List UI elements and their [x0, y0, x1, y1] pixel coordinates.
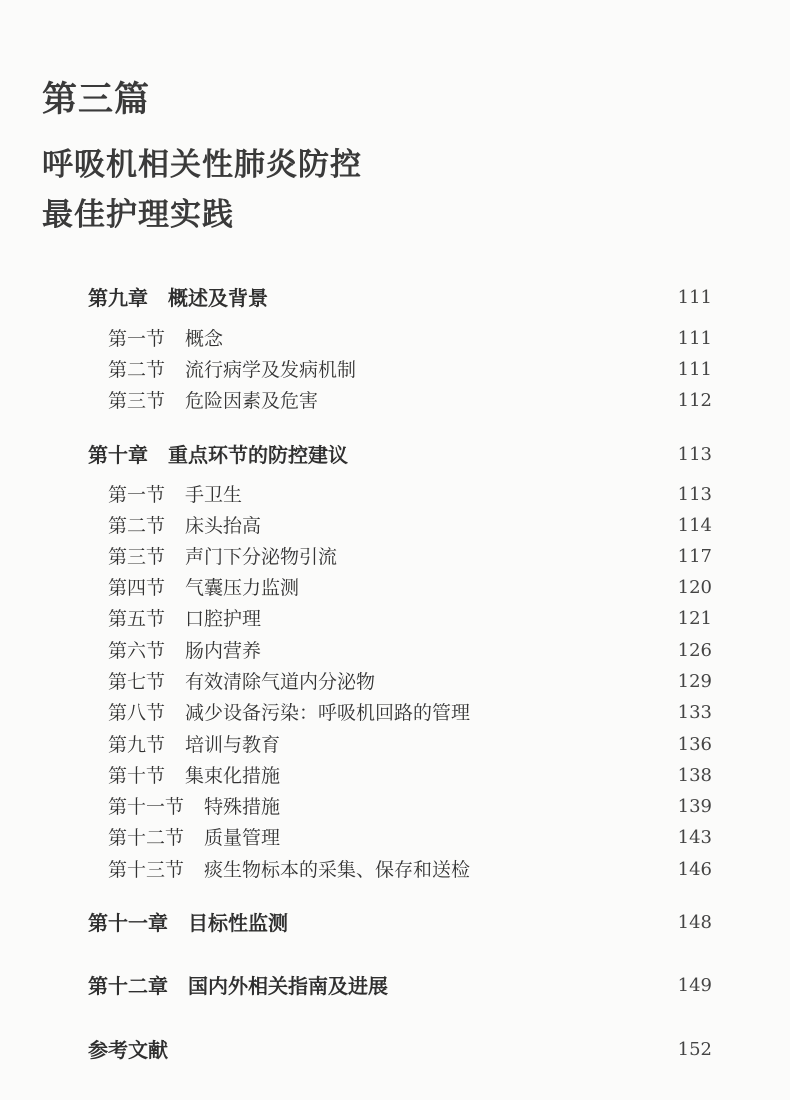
toc-section-row[interactable]	[0, 542, 790, 572]
toc-entry-label	[108, 761, 280, 791]
toc-entry-label	[88, 971, 388, 1001]
toc-entry-title: 床头抬高	[185, 515, 262, 537]
toc-section-row[interactable]	[0, 698, 790, 728]
toc-entry-label	[108, 324, 223, 354]
toc-chapter-row[interactable]	[0, 971, 790, 1001]
toc-entry-title: 重点环节的防控建议	[168, 443, 348, 467]
toc-entry-title: 有效清除气道内分泌物	[185, 671, 376, 693]
toc-page-number: 126	[677, 640, 712, 661]
toc-entry-number: 第一节	[108, 484, 166, 506]
toc-entry-number: 第一节	[108, 328, 166, 350]
toc-entry-title: 国内外相关指南及进展	[188, 974, 388, 998]
toc-section-row[interactable]	[0, 792, 790, 822]
toc-entry-number: 第七节	[108, 671, 166, 693]
toc-entry-title: 声门下分泌物引流	[185, 546, 338, 568]
toc-page-number: 120	[677, 577, 712, 598]
toc-section-row[interactable]	[0, 480, 790, 510]
toc-chapter-row[interactable]	[0, 1035, 790, 1065]
toc-section-row[interactable]	[0, 324, 790, 354]
toc-page-number: 117	[677, 546, 712, 567]
toc-entry-title: 危险因素及危害	[185, 390, 319, 412]
toc-chapter-row[interactable]	[0, 908, 790, 938]
toc-entry-title: 特殊措施	[204, 796, 281, 818]
toc-entry-number: 第二节	[108, 359, 166, 381]
toc-entry-number: 第十二节	[108, 827, 185, 849]
toc-entry-title: 目标性监测	[188, 911, 288, 935]
toc-page-number: 111	[677, 328, 712, 349]
toc-entry-number: 第十二章	[88, 974, 168, 998]
toc-entry-title: 质量管理	[204, 827, 281, 849]
part-label: 第三篇	[42, 80, 151, 120]
toc-entry-title: 流行病学及发病机制	[185, 359, 357, 381]
toc-page-number: 139	[677, 796, 712, 817]
toc-entry-label	[108, 730, 280, 760]
toc-entry-label	[108, 636, 261, 666]
toc-entry-number: 第三节	[108, 546, 166, 568]
toc-page-number: 148	[677, 912, 712, 933]
toc-entry-number: 第九节	[108, 734, 166, 756]
toc-entry-number: 第五节	[108, 608, 166, 630]
toc-entry-number: 第六节	[108, 640, 166, 662]
toc-page-number: 113	[677, 484, 712, 505]
toc-page-number: 136	[677, 734, 712, 755]
toc-page-number: 121	[677, 608, 712, 629]
toc-entry-label	[108, 823, 280, 853]
toc-entry-number: 第十节	[108, 765, 166, 787]
part-title-line-2: 最佳护理实践	[42, 197, 234, 233]
part-title-line-1: 呼吸机相关性肺炎防控	[42, 147, 362, 183]
toc-page-number: 143	[677, 827, 712, 848]
toc-entry-title: 集束化措施	[185, 765, 281, 787]
toc-entry-label	[88, 1035, 168, 1065]
toc-entry-label	[108, 386, 318, 416]
toc-section-row[interactable]	[0, 386, 790, 416]
toc-section-row[interactable]	[0, 823, 790, 853]
toc-page-number: 114	[677, 515, 712, 536]
toc-entry-label	[108, 698, 470, 728]
toc-entry-label	[88, 440, 348, 470]
toc-page-number: 149	[677, 975, 712, 996]
toc-chapter-row[interactable]	[0, 440, 790, 470]
toc-entry-label	[108, 511, 261, 541]
toc-page-number: 133	[677, 702, 712, 723]
toc-page-number: 138	[677, 765, 712, 786]
toc-page-number: 111	[677, 287, 712, 308]
toc-entry-title: 减少设备污染：呼吸机回路的管理	[185, 702, 471, 724]
toc-chapter-row[interactable]	[0, 283, 790, 313]
toc-entry-label	[108, 855, 470, 885]
toc-page-number: 111	[677, 359, 712, 380]
toc-entry-title: 培训与教育	[185, 734, 281, 756]
toc-entry-title: 气囊压力监测	[185, 577, 300, 599]
toc-entry-label	[108, 573, 299, 603]
toc-entry-number: 第九章	[88, 286, 148, 310]
toc-section-row[interactable]	[0, 636, 790, 666]
toc-section-row[interactable]	[0, 761, 790, 791]
toc-section-row[interactable]	[0, 604, 790, 634]
toc-page-number: 112	[677, 390, 712, 411]
toc-entry-label	[108, 604, 261, 634]
toc-entry-number: 第八节	[108, 702, 166, 724]
toc-entry-label	[108, 480, 242, 510]
toc-page-number: 146	[677, 859, 712, 880]
toc-entry-number: 第二节	[108, 515, 166, 537]
toc-page-number: 152	[677, 1039, 712, 1060]
toc-section-row[interactable]	[0, 355, 790, 385]
toc-entry-label	[108, 355, 356, 385]
toc-entry-label	[108, 792, 280, 822]
toc-section-row[interactable]	[0, 511, 790, 541]
toc-entry-title: 概念	[185, 328, 224, 350]
toc-entry-number: 第四节	[108, 577, 166, 599]
toc-section-row[interactable]	[0, 855, 790, 885]
toc-entry-label	[88, 283, 268, 313]
toc-entry-title: 概述及背景	[168, 286, 268, 310]
toc-entry-title: 口腔护理	[185, 608, 262, 630]
toc-entry-number: 第十章	[88, 443, 148, 467]
toc-section-row[interactable]	[0, 573, 790, 603]
toc-entry-number: 第十三节	[108, 859, 185, 881]
toc-entry-label	[108, 667, 375, 697]
toc-entry-title: 痰生物标本的采集、保存和送检	[204, 859, 471, 881]
toc-entry-label	[108, 542, 337, 572]
toc-entry-number: 第三节	[108, 390, 166, 412]
toc-entry-title: 参考文献	[88, 1038, 168, 1062]
toc-entry-title: 肠内营养	[185, 640, 262, 662]
toc-entry-label	[88, 908, 288, 938]
toc-entry-number: 第十一节	[108, 796, 185, 818]
toc-section-row[interactable]	[0, 730, 790, 760]
toc-section-row[interactable]	[0, 667, 790, 697]
toc-entry-title: 手卫生	[185, 484, 243, 506]
toc-page-number: 113	[677, 444, 712, 465]
toc-entry-number: 第十一章	[88, 911, 168, 935]
toc-page-number: 129	[677, 671, 712, 692]
